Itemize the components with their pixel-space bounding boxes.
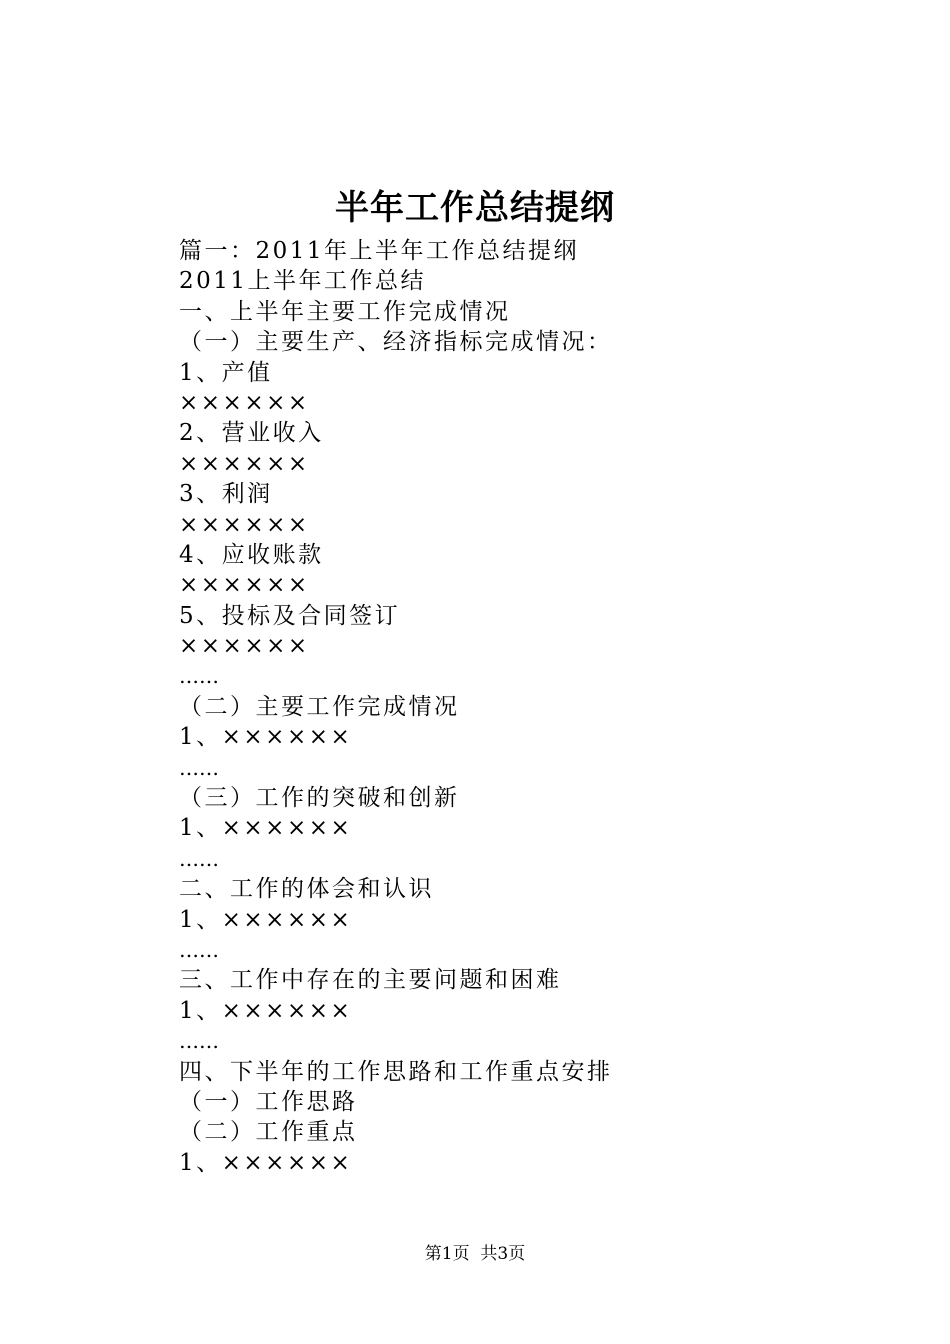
list-item: 2、营业收入: [179, 420, 324, 447]
text-line: 篇一：2011年上半年工作总结提纲: [179, 238, 580, 264]
list-item: 5、投标及合同签订: [179, 602, 401, 629]
list-item: 1、××××××: [179, 906, 353, 933]
section-heading: 三、工作中存在的主要问题和困难: [179, 967, 562, 994]
section-heading: 一、上半年主要工作完成情况: [179, 298, 511, 325]
subsection-heading: （一）工作思路: [179, 1088, 358, 1115]
page-footer: 第1页 共3页: [424, 1244, 526, 1264]
subsection-heading: （二）工作重点: [179, 1119, 358, 1146]
subsection-heading: （三）工作的突破和创新: [179, 785, 460, 812]
text-line: 2011上半年工作总结: [179, 268, 427, 295]
list-item: 1、××××××: [179, 815, 353, 842]
ellipsis-line: ……: [179, 664, 219, 689]
list-item: 4、应收账款: [179, 541, 324, 568]
ellipsis-line: ……: [179, 755, 219, 780]
section-heading: 四、下半年的工作思路和工作重点安排: [179, 1058, 613, 1085]
placeholder-line: ××××××: [179, 572, 310, 599]
section-heading: 二、工作的体会和认识: [179, 876, 434, 903]
ellipsis-line: ……: [179, 937, 219, 962]
list-item: 3、利润: [179, 481, 273, 508]
ellipsis-line: ……: [179, 1029, 219, 1054]
placeholder-line: ××××××: [179, 389, 310, 416]
placeholder-line: ××××××: [179, 633, 310, 660]
subsection-heading: （二）主要工作完成情况: [179, 693, 460, 720]
placeholder-line: ××××××: [179, 450, 310, 477]
list-item: 1、产值: [179, 359, 273, 386]
list-item: 1、××××××: [179, 1149, 353, 1176]
subsection-heading: （一）主要生产、经济指标完成情况：: [179, 329, 613, 356]
placeholder-line: ××××××: [179, 511, 310, 538]
document-body: [179, 236, 879, 1178]
ellipsis-line: ……: [179, 846, 219, 871]
list-item: 1、××××××: [179, 724, 353, 751]
list-item: 1、××××××: [179, 997, 353, 1024]
page-title: 半年工作总结提纲: [335, 188, 615, 228]
